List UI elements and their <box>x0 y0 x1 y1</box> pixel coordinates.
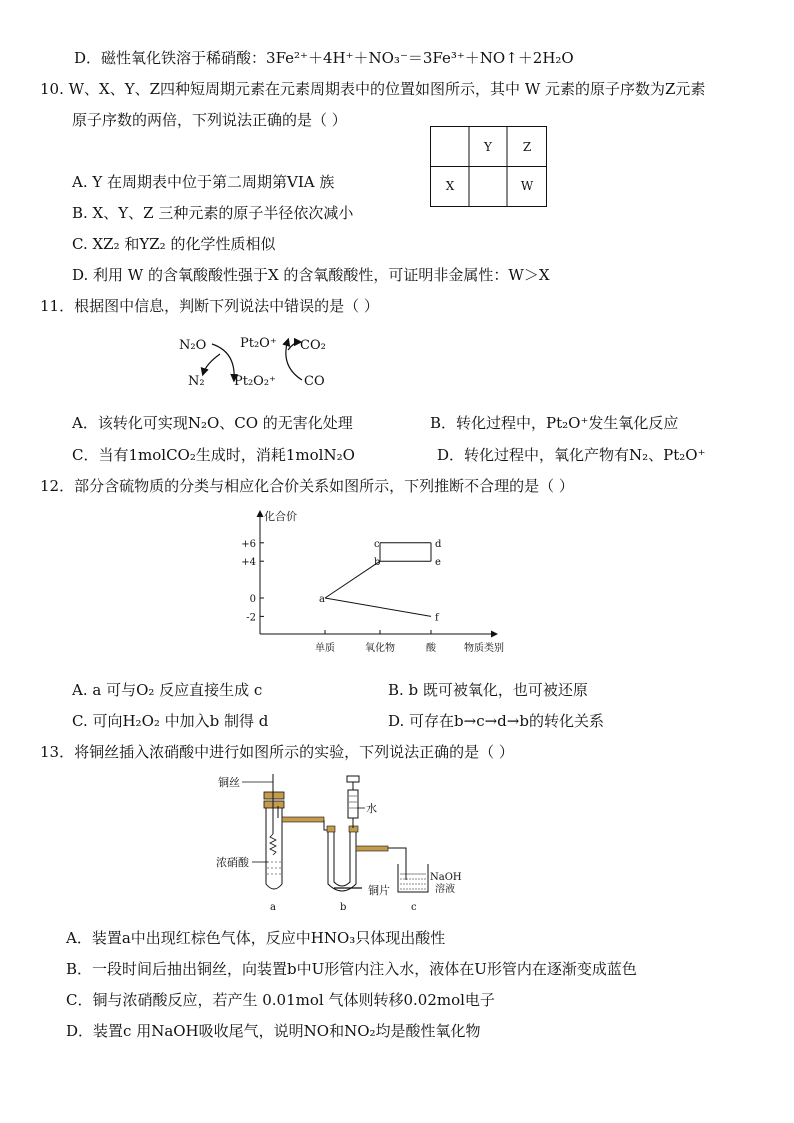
x-axis-label: 物质类别 <box>464 643 504 654</box>
q11-stem: 11．根据图中信息，判断下列说法中错误的是（ ） <box>40 297 379 315</box>
q11-option-b: B．转化过程中，Pt₂O⁺发生氧化反应 <box>430 414 679 432</box>
y-axis-label: 化合价 <box>264 510 297 523</box>
label-b: b <box>340 902 347 912</box>
apparatus-diagram <box>216 770 468 912</box>
syringe <box>347 776 359 828</box>
sulfur-valence-chart <box>234 506 524 654</box>
y-tick-label: -2 <box>246 612 256 624</box>
label-water: 水 <box>366 802 377 815</box>
y-tick-label: 0 <box>249 594 256 605</box>
test-tube-a <box>264 774 284 889</box>
point-f: f <box>435 612 439 624</box>
label-copper-piece: 铜片 <box>368 884 390 897</box>
label-c: c <box>411 902 417 912</box>
table-cell-w: W <box>520 179 534 193</box>
arrow-left-down <box>212 344 234 380</box>
label-co2: CO₂ <box>300 338 326 353</box>
q12-option-d: D. 可存在b→c→d→b的转化关系 <box>388 712 604 730</box>
q10-option-c: C. XZ₂ 和YZ₂ 的化学性质相似 <box>72 235 276 253</box>
arrow-to-co2 <box>288 342 300 350</box>
q13-option-b: B．一段时间后抽出铜丝，向装置b中U形管内注入水，液体在U形管内在逐渐变成蓝色 <box>66 960 637 978</box>
q10-option-b: B. X、Y、Z 三种元素的原子半径依次减小 <box>72 204 354 222</box>
x-tick-label: 酸 <box>426 643 436 654</box>
q12-option-b: B. b 既可被氧化，也可被还原 <box>388 681 588 699</box>
segment-af <box>325 598 431 616</box>
beaker-c <box>398 864 428 892</box>
label-pt2o2-plus: Pt₂O₂⁺ <box>234 374 276 389</box>
q13-option-d: D．装置c 用NaOH吸收尾气，说明NO和NO₂均是酸性氧化物 <box>66 1022 481 1040</box>
label-naoh: NaOH <box>430 872 462 883</box>
q11-option-d: D．转化过程中，氧化产物有N₂、Pt₂O⁺ <box>437 446 706 464</box>
q12-option-a: A. a 可与O₂ 反应直接生成 c <box>72 681 263 699</box>
catalytic-cycle-diagram <box>176 330 336 392</box>
label-n2: N₂ <box>188 374 205 389</box>
periodic-table-fragment <box>430 126 548 208</box>
q10-stem-line2: 原子序数的两倍，下列说法正确的是（ ） <box>72 111 347 129</box>
point-b: b <box>374 557 381 569</box>
q12-option-c: C. 可向H₂O₂ 中加入b 制得 d <box>72 712 269 730</box>
q10-option-d: D. 利用 W 的含氧酸酸性强于X 的含氧酸酸性，可证明非金属性：W＞X <box>72 266 550 284</box>
q11-option-c: C．当有1molCO₂生成时，消耗1molN₂O <box>72 446 355 464</box>
y-tick-label: +6 <box>241 538 256 550</box>
q10-stem-line1: 10. W、X、Y、Z四种短周期元素在元素周期表中的位置如图所示，其中 W 元素的原子序数为Z元素 <box>40 80 706 98</box>
q9-option-d: D．磁性氧化铁溶于稀硝酸：3Fe²⁺＋4H⁺＋NO₃⁻＝3Fe³⁺＋NO↑＋2H₂O <box>74 49 574 67</box>
label-solution: 溶液 <box>435 884 455 895</box>
label-conc-nitric-acid: 浓硝酸 <box>216 856 249 869</box>
q13-option-c: C．铜与浓硝酸反应，若产生 0.01mol 气体则转移0.02mol电子 <box>66 991 495 1009</box>
table-cell-z: Z <box>522 140 532 154</box>
y-tick-label: +4 <box>241 557 256 569</box>
table-cell-x: X <box>445 179 455 193</box>
label-copper-wire: 铜丝 <box>218 776 240 789</box>
point-d: d <box>435 538 442 550</box>
q12-stem: 12．部分含硫物质的分类与相应化合价关系如图所示，下列推断不合理的是（ ） <box>40 477 574 495</box>
label-n2o: N₂O <box>179 338 207 353</box>
q13-option-a: A．装置a中出现红棕色气体，反应中HNO₃只体现出酸性 <box>66 929 446 947</box>
arrow-to-n2 <box>203 354 220 374</box>
point-a: a <box>319 594 325 605</box>
q10-option-a: A. Y 在周期表中位于第二周期第VIA 族 <box>72 173 335 191</box>
u-tube-b <box>324 820 362 891</box>
label-pt2o-plus: Pt₂O⁺ <box>240 336 277 351</box>
point-e: e <box>435 557 441 569</box>
table-cell-y: Y <box>484 140 492 154</box>
x-tick-label: 氧化物 <box>365 643 395 654</box>
label-co: CO <box>304 374 325 389</box>
q11-option-a: A．该转化可实现N₂O、CO 的无害化处理 <box>72 414 353 432</box>
label-a: a <box>270 902 276 912</box>
segment-ab <box>325 561 380 598</box>
x-tick-label: 单质 <box>315 643 335 654</box>
q13-stem: 13．将铜丝插入浓硝酸中进行如图所示的实验，下列说法正确的是（ ） <box>40 743 514 761</box>
point-c: c <box>374 538 380 550</box>
